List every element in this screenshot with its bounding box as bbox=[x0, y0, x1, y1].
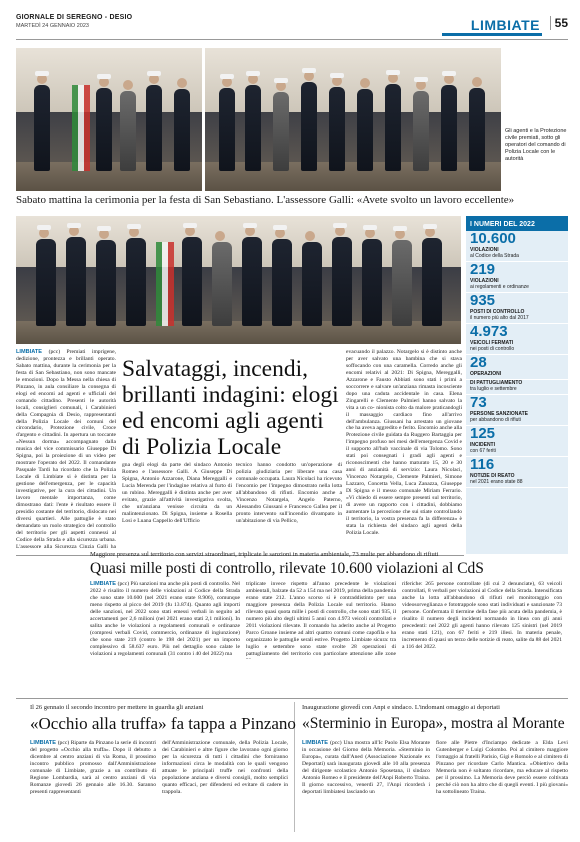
article3-col1 bbox=[30, 740, 156, 832]
article1-col2-text: gna degli elogi da parte del sindaco Antonio Romeo e l'assessore Galli. A Giuseppe Di Spigna, Antonio Azzarone, Diana Mereggalli e Lucia Merenda per l'indagine relativa al furto di un rubino. Mereggalli è distinta anche per aver evitato, grazie all'attività investigativa svolta, che un'anziana venisse circuita da un malintenzionato. Di Spigna, insieme a Rosella Losi e Luana Cappello dell'Ufficio bbox=[122, 462, 232, 524]
stat-label-bold: VIOLAZIONI bbox=[470, 278, 499, 284]
headline-main: Salvataggi, incendi, brillanti indagini: elogi ed encomi agli agenti di Polizia Locale bbox=[122, 356, 339, 460]
masthead: GIORNALE DI SEREGNO - DESIO bbox=[16, 14, 133, 21]
article4-col1 bbox=[302, 740, 430, 832]
stat-item bbox=[466, 380, 568, 395]
stat-label bbox=[470, 411, 564, 425]
article3-col2-text: dell'Amministrazione comunale, della Polizia Locale, dei Carabinieri e altre figure che lavorano ogni giorno per la sicurezza di tutti i cittadini che forniranno informazioni circa le modalità con le quali vengono attuate le principali truffe nei confronti della popolazione anziana e diversi consigli, molto semplici quanto efficaci, per difendersi ed evitare di cadere in trappola. bbox=[162, 740, 288, 795]
stat-label bbox=[470, 309, 564, 323]
article3-lead: LIMBIATE bbox=[30, 740, 58, 746]
photo-award-right bbox=[205, 48, 501, 191]
article3-col2 bbox=[162, 740, 288, 832]
stat-value: 10.600 bbox=[470, 230, 516, 247]
stat-label-bold: NOTIZIE DI REATO bbox=[470, 473, 515, 479]
stat-label-bold: VEICOLI FERMATI bbox=[470, 340, 514, 346]
stat-label-text: nel 2021 erano state 88 bbox=[470, 479, 523, 485]
article4-col1-text: (pcc) Una mostra all'Ic Paolo Elsa Morante in occasione del Giorno della Memoria. «Sterminio in Europa», curata dall'Aned (Associazione Nazionale ex Deportati) sarà inaugurata giovedì alle 10 alla presenza del dirigente scolastico Antonio Sposetana, il sindaco Antonio Romeo e il presidente dell'Anpi Roberto Traina. Il giorno successivo, venerdì 27, l'Anpi ricorderà i deportati limbiatesi lasciando un bbox=[302, 740, 430, 795]
headline-controls: Quasi mille posti di controllo, rilevate 10.600 violazioni al CdS bbox=[90, 560, 484, 577]
stat-label bbox=[470, 340, 564, 354]
article2-col1-text: (pcc) Più sanzioni ma anche più posti di controllo. Nel 2022 è risalito il numero delle violazioni al Codice della Strada che sono state 10.600 (nel 2021 erano state 8.906), comunque meno rispetto al picco del 2019 (fu 13.874). Quanto agli importi delle sanzioni, nel 2022 sono stati emessi verbali in seguito ad accertamenti per 2,6 milioni (nel 2021 erano stati 2,1 milioni). In salita anche le violazioni a regolamenti comunali e ordinanze (compresi verbali Covid, commercio, ordinanze di ingiunzione) che sono state 219 (contro le 198 del 2021) per un importo complessivo di 58.637 euro. Più nel dettaglio sono calate le violazioni a regolamenti comunali (31 contro i 40 del 2022) ma bbox=[90, 581, 240, 657]
stat-label-text: con 67 feriti bbox=[470, 448, 496, 454]
stat-item bbox=[466, 231, 568, 262]
article1-col1-text: (pcc) Premiati imprigene, dedizione, prontezza e brillanti operato. Sabato mattina, durante la cerimonia per la festa di San Sebastiano, non sono mancate le emozioni. Dopo la Messa nella chiesa di Pinzano, in aula consiliare la consegna di elogi ed encomi ad agenti e ufficiali del comando cittadino. Presenti le autorità locali, consiglieri comunali, i Carabinieri della Compagnia di Desio, rappresentanti della Polizia Locale dei comuni del circondario, Protezione civile, Croce d'argento e cittadini. In apertura un toccante «Nessun dorma» accompagnato dalla musica del vice commissario Giuseppe Di Spigna, poi la proiezione di un video per mostrare l'operato del 2022. Il comandante Pasquale Tardi ha ricordato che la Polizia Locale di Limbiate si è distinta per la gestione dell'emergenza, per le capacità investigative, per la cura dei cittadini. Un lavoro mentale importanza, come dimostrano dati: l'ente è risultato essere il presidio costante del territorio, dislocato nei diversi quartieri. Alle pattuglie è stato demandato un ruolo strategico del controllo del territorio per gli aspetti connessi al Codice della Strada e alla sicurezza urbana. L'assessore alla Sicurezza Cinzia Galli ha bbox=[16, 349, 116, 550]
article1-lead: LIMBIATE bbox=[16, 349, 49, 355]
stat-item bbox=[466, 355, 568, 380]
article3-col1-text: (pcc) Riparte da Pinzano la serie di incontri del progetto «Occhio alla truffa». Dopo il debutto a dicembre al centro anziani di via Roma, il prossimo incontro pubblico promosso dall'Amministrazione comunale di Limbiate, grazie a un contributo di Regione Lombardia, sarà al centro anziani di via Romanze giovedì 26 gennaio alle 16.30. Saranno presenti rappresentanti bbox=[30, 740, 156, 795]
stat-label-bold: POSTI DI CONTROLLO bbox=[470, 309, 525, 315]
article2-lead: LIMBIATE bbox=[90, 581, 118, 587]
stat-label bbox=[470, 371, 564, 379]
article1-col5-text: nionista colto da malore praticandogli il massaggio cardiaco fino all'arrivo dell'ambulanza. Giussani ha arrestato un giovane che ha aveva aggredito e ferito. Encomio anche alla Protezione civile guidata da Ruggero Bartaggia per l'impegno profuso nei mesi dell'emergenza Covid e il supporto all'hub vaccinale di via Tolomo. Sono stati poi consegnati i gradi agli agenti e riconoscimenti che hanno maturato 15, 20 e 30 anni di anzianità di servizio: Laura Nicolaci, Vincenzo Notargelo, Clemente Palmieri, Simone Lazzaro, Concetta Vella, Luca Zanazza, Giuseppe Di Spigna e il messo comunale Miriam Ferrario. «Vi chiedo di essere sempre presenti sul territorio, di avere un rapporto con i cittadini, dobbiamo aumentare la percezione che sui stiate controllando il territorio, la vostra presenza fa la differenza» è stata la richiesta del sindaco agli agenti della Polizia Locale. bbox=[346, 404, 462, 536]
stat-label-text: tra luglio e settembre bbox=[470, 386, 517, 392]
article1-col2 bbox=[122, 462, 232, 552]
stat-value: 73 bbox=[470, 394, 487, 411]
article4-col2-text: fiore alle Pietre d'Inciampo dedicate a Elda Levi Gutenberger e Luigi Colombo. Poi al cimitero maggiore l'omaggio ai fratelli Parisio, Gigi e Romolo e al cimitero di Pinzano per ricordare Carlo Mantica. «Obiettivo della Memoria non è soltanto ricordare, ma educare al rispetto per il prossimo. La Memoria deve perciò essere coltivata perché ciò non ha altro che di quegli eventi. I più giovani» ha sottolineato Traina. bbox=[436, 740, 568, 795]
divider-2 bbox=[16, 698, 568, 699]
article2-col3-text: riferiche: 265 persone controllate (di cui 2 denunciate), 63 veicoli controllati, 8 verbali per violazioni al Codice della Strada. Intensificata anche la lotta all'abbandono di rifiuti nel monitoraggio con videosorveglianza e fototrappole sono stati individuati e sanzionate 73 persone. Confermata il tiermine della fase più acuta della pandemia, è risalito il numero degli incidenti normando in linea con gli anni precedenti: nel 2022 gli agenti hanno rilevato 125 sinistri (nel 2019 erano stati 121), con 67 feriti e 219 illesi. In materia penale, incremento di quasi un terzo delle notizie di reato, salite da 88 del 2021 a 116 del 2022. bbox=[402, 581, 562, 650]
article2-col2 bbox=[246, 581, 396, 659]
kicker-exhibit: Inaugurazione giovedì con Anpi e sindaco. L'indomani omaggio ai deportati bbox=[302, 704, 500, 711]
page-number: 55 bbox=[550, 16, 568, 30]
stat-label bbox=[470, 278, 564, 292]
stat-value: 28 bbox=[470, 354, 487, 371]
page-header bbox=[16, 14, 568, 40]
stat-item bbox=[466, 426, 568, 457]
stats-title: I NUMERI DEL 2022 bbox=[466, 219, 568, 231]
kicker-controls: Maggiore presenza sul territorio con servizi straordinari, triplicate le sanzioni in materia ambientale, 73 multe per abbandono di rifiuti bbox=[90, 551, 439, 558]
stat-label-text: per abbandono di rifiuti bbox=[470, 417, 521, 423]
stats-list bbox=[466, 231, 568, 488]
stat-label-bold: VIOLAZIONI bbox=[470, 247, 499, 253]
kicker-scam: Il 26 gennaio il secondo incontro per mettere in guardia gli anziani bbox=[30, 704, 204, 711]
article2-col2-text: triplicate invece rispetto all'anno precedente le violazioni ambientali, balzate da 52 a 154 ma nel 2019, prima della pandemia erano state 212. L'anno scorso si è contraddistinto per una maggiore presenza della Polizia Locale sul territorio. Hanno rilevato quasi quota mille i posti di controllo, che sono stati 935, il numero più alto degli ultimi 5 anni con 4.973 veicoli controllati e 2011 violazioni rilevate. Il comando ha aderito anche al Progetto Parco Groane insieme ad altri quattro comuni come capofila e ha organizzato le pattuglie serali estive. Progetto Limbiate sicura: tra luglio e settembre sono state svolte 28 operazioni di pattugliamento del territorio con particolare attenzione alle zone bbox=[246, 581, 396, 657]
stat-item bbox=[466, 457, 568, 488]
stats-sidebar bbox=[466, 216, 568, 554]
headline-scam: «Occhio alla truffa» fa tappa a Pinzano bbox=[30, 714, 296, 733]
stat-value: 4.973 bbox=[470, 323, 508, 340]
stat-label-bold: DI PATTUGLIAMENTO bbox=[470, 380, 523, 386]
stat-item bbox=[466, 262, 568, 293]
dateline: MARTEDÌ 24 GENNAIO 2023 bbox=[16, 23, 89, 29]
stat-label bbox=[470, 380, 564, 394]
article1-col4-text: evacuando il palazzo. Notargelo si è distinto anche per aver salvato una bambina che si stava soffocando con una caramella. Corredo anche gli encomi relativi al 2021: Di Spigna, Mereggalli, Azzarone e Fausto Abbiati sono stati i primi a soccorrere e salvare un'anziana rimasta incosciente dopo una caduta accidentale in casa. Elena Zingarelli e Clemente Palmieri hanno salvato la vita a un co- bbox=[346, 349, 462, 411]
stat-label bbox=[470, 442, 564, 456]
article1-col3 bbox=[236, 462, 342, 552]
stat-label-bold: INCIDENTI bbox=[470, 442, 495, 448]
article1-col45 bbox=[346, 349, 462, 552]
photo-caption: Gli agenti e la Protezione civile premiati, sotto gli operatori del comando di Polizia Locale con le autorità bbox=[505, 128, 567, 162]
photo-group bbox=[16, 216, 461, 344]
stat-item bbox=[466, 324, 568, 355]
stat-label-bold: PERSONE SANZIONATE bbox=[470, 411, 528, 417]
stat-value: 116 bbox=[470, 456, 495, 473]
article4-lead: LIMBIATE bbox=[302, 740, 331, 746]
article4-col2 bbox=[436, 740, 568, 832]
stat-value: 219 bbox=[470, 261, 496, 278]
stat-item bbox=[466, 395, 568, 426]
stat-label-bold: OPERAZIONI bbox=[470, 371, 502, 377]
stat-label bbox=[470, 473, 564, 487]
stat-value: 935 bbox=[470, 292, 496, 309]
headline-ceremony: Sabato mattina la cerimonia per la festa di San Sebastiano. L'assessore Galli: «Avete svolto un lavoro eccellente» bbox=[16, 194, 515, 206]
stat-item bbox=[466, 293, 568, 324]
stat-label-text: ai regolamenti e ordinanze bbox=[470, 284, 529, 290]
headline-exhibit: «Sterminio in Europa», mostra al Morante bbox=[302, 715, 565, 732]
article2-col3 bbox=[402, 581, 562, 659]
stat-label-text: al Codice della Strada bbox=[470, 253, 519, 259]
article1-col3-text: tecnico hanno condotto un'operazione di polizia giudiziaria per liberare una casa comunale occupata. Laura Nicolaci ha ricevuto l'encomio per l'impegno dimostrato nella lotta all'abbandono di rifiuti. Encomio anche a Vincenzo Notargela, Angelo Paterno, Alessandro Giussani e Francesco Gallea per il pronto intervento sull'incendio divampato in un'abitazione di via Pellico, bbox=[236, 462, 342, 524]
section-label: LIMBIATE bbox=[470, 17, 540, 33]
section-bar bbox=[442, 33, 542, 36]
stat-label-text: il numero più alto dal 2017 bbox=[470, 315, 529, 321]
article2-col1 bbox=[90, 581, 240, 659]
stat-value: 125 bbox=[470, 425, 496, 442]
article1-col1 bbox=[16, 349, 116, 551]
stat-label-text: nei posti di controllo bbox=[470, 346, 515, 352]
photo-award-left bbox=[16, 48, 202, 191]
stat-label bbox=[470, 247, 564, 261]
